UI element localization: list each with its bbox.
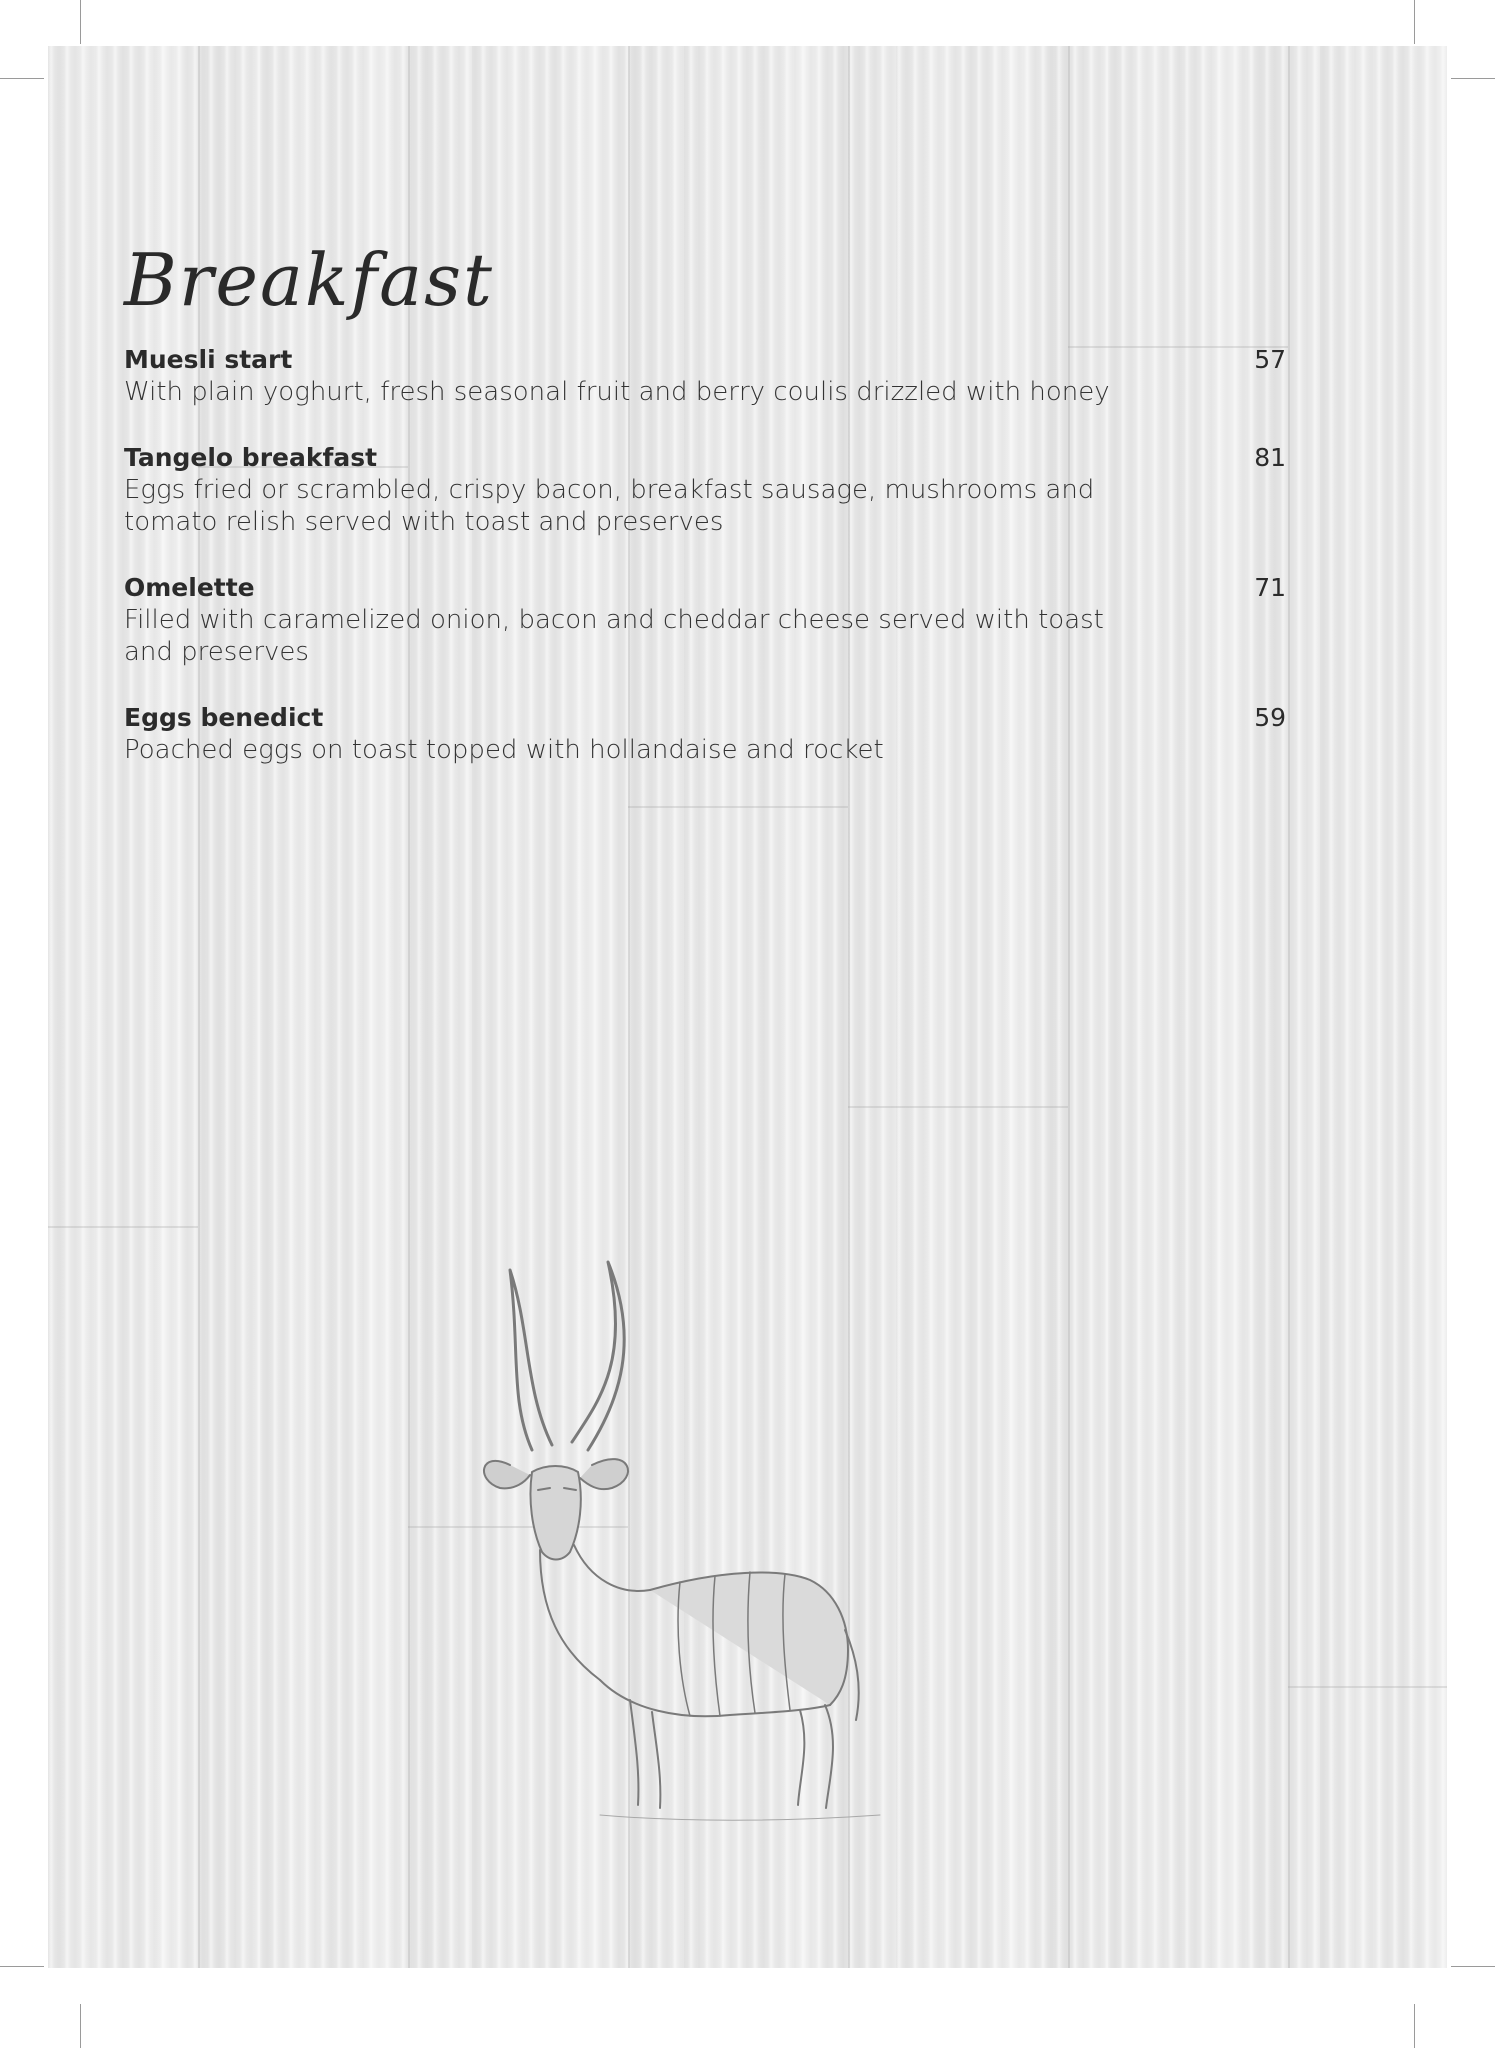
menu-item-price: 71 — [1254, 573, 1286, 602]
menu-item-price: 59 — [1254, 703, 1286, 732]
menu-item-description: With plain yoghurt, fresh seasonal fruit and berry coulis drizzled with honey — [124, 377, 1110, 407]
crop-mark — [80, 2004, 81, 2048]
menu-item-name: Muesli start — [124, 345, 293, 374]
plank-seam — [48, 1226, 198, 1228]
section-heading: Breakfast — [124, 238, 494, 322]
plank-seam — [408, 46, 410, 1968]
menu-item-price: 81 — [1254, 443, 1286, 472]
menu-item — [124, 442, 1286, 538]
crop-mark — [80, 0, 81, 44]
plank-seam — [848, 1106, 1068, 1108]
crop-mark — [0, 78, 44, 79]
menu-item-description: Filled with caramelized onion, bacon and cheddar cheese served with toast and preserves — [124, 605, 1104, 667]
menu-item-header — [124, 572, 1286, 604]
plank-seam — [1288, 1686, 1447, 1688]
menu-item — [124, 572, 1286, 668]
menu-item-header — [124, 344, 1286, 376]
plank-seam — [1068, 46, 1070, 1968]
menu-item-name: Tangelo breakfast — [124, 443, 378, 472]
menu-item-name: Eggs benedict — [124, 703, 324, 732]
plank-seam — [628, 806, 848, 808]
menu-item-header — [124, 442, 1286, 474]
crop-mark — [1451, 1966, 1495, 1967]
menu-item-header — [124, 702, 1286, 734]
crop-mark — [1414, 2004, 1415, 2048]
crop-mark — [1451, 78, 1495, 79]
crop-mark — [1414, 0, 1415, 44]
kudu-antelope-sketch-icon — [480, 1250, 1000, 1830]
menu-item — [124, 702, 1286, 766]
menu-item-description: Eggs fried or scrambled, crispy bacon, breakfast sausage, mushrooms and tomato relish served with toast and preserves — [124, 475, 1095, 537]
menu-item — [124, 344, 1286, 408]
menu-item-name: Omelette — [124, 573, 255, 602]
menu-list — [124, 344, 1286, 800]
plank-seam — [198, 46, 200, 1968]
menu-item-description: Poached eggs on toast topped with hollandaise and rocket — [124, 735, 884, 765]
plank-seam — [1288, 46, 1290, 1968]
menu-item-price: 57 — [1254, 345, 1286, 374]
crop-mark — [0, 1966, 44, 1967]
